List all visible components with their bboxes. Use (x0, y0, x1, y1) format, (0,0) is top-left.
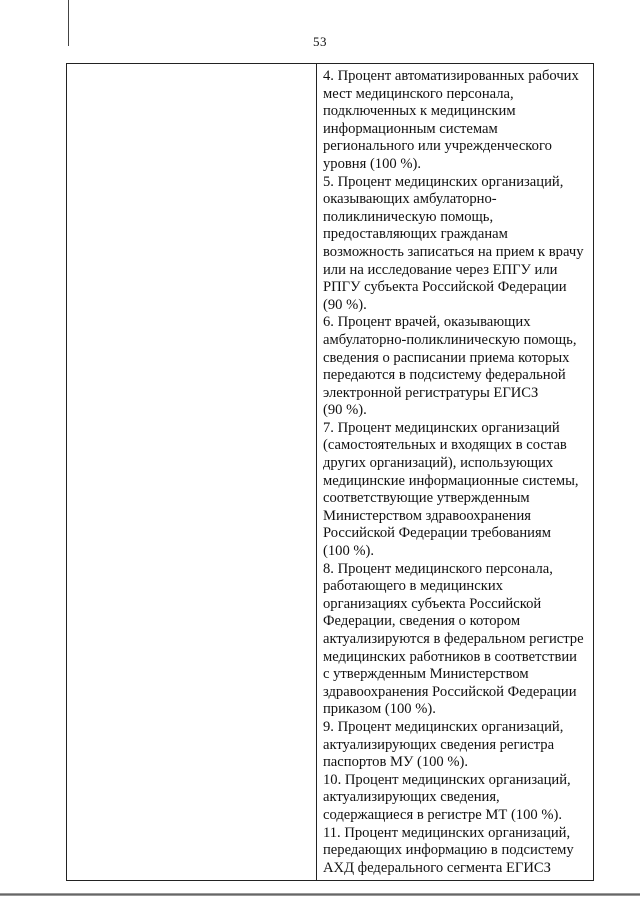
table-cell-right (317, 64, 593, 880)
text-line: (90 %). (323, 402, 367, 419)
text-line: возможность записаться на прием к врачу (323, 243, 584, 260)
list-item (323, 561, 589, 719)
list-item (323, 719, 589, 772)
text-line: актуализируются в федеральном регистре (323, 631, 584, 647)
text-line: оказывающих амбулаторно- (323, 191, 497, 208)
list-item (323, 68, 589, 174)
text-line: регионального или учрежденческого (323, 138, 552, 155)
text-line: медицинские информационные системы, (323, 472, 579, 489)
text-line: 11. Процент медицинских организаций, (323, 824, 571, 841)
text-line: Министерством здравоохранения (323, 507, 531, 524)
document-table (66, 63, 594, 881)
text-line: здравоохранения Российской Федерации (323, 683, 577, 700)
text-line: передаются в подсистему федеральной (323, 367, 566, 384)
text-line: работающего в медицинских (323, 578, 503, 595)
list-item (323, 825, 589, 878)
text-line: актуализирующих сведения, (323, 789, 500, 806)
text-line: соответствующие утвержденным (323, 490, 530, 507)
text-line: или на исследование через ЕПГУ или (323, 261, 558, 278)
text-line: (90 %). (323, 296, 367, 313)
text-line: 6. Процент врачей, оказывающих (323, 314, 531, 331)
text-line: информационным системам (323, 120, 498, 137)
text-line: актуализирующих сведения регистра (323, 736, 555, 753)
text-line: РПГУ субъекта Российской Федерации (323, 279, 567, 296)
text-line: с утвержденным Министерством (323, 666, 529, 683)
text-line: мест медицинского персонала, (323, 85, 514, 102)
text-line: АХД федерального сегмента ЕГИСЗ (323, 859, 551, 876)
text-line: Российской Федерации требованиям (323, 525, 551, 542)
text-line: уровня (100 %). (323, 155, 422, 172)
text-line: содержащиеся в регистре МТ (100 %). (323, 806, 563, 823)
text-line: организациях субъекта Российской (323, 595, 542, 612)
scan-edge-bottom (0, 893, 640, 896)
list-item (323, 772, 589, 825)
text-line: Федерации, сведения о котором (323, 613, 521, 630)
text-line: других организаций), использующих (323, 455, 554, 472)
text-line: 9. Процент медицинских организаций, (323, 718, 564, 735)
text-line: предоставляющих гражданам (323, 226, 508, 243)
table-cell-left (67, 64, 317, 880)
list-item (323, 420, 589, 561)
text-line: амбулаторно-поликлиническую помощь, (323, 331, 577, 348)
text-line: электронной регистратуры ЕГИСЗ (323, 384, 539, 401)
text-line: медицинских работников в соответствии (323, 648, 577, 665)
list-item (323, 314, 589, 420)
list-item (323, 174, 589, 315)
text-line: приказом (100 %). (323, 701, 436, 718)
text-line: 7. Процент медицинских организаций (323, 419, 560, 436)
text-line: 8. Процент медицинского персонала, (323, 560, 553, 577)
text-line: сведения о расписании приема которых (323, 349, 570, 366)
text-line: 4. Процент автоматизированных рабочих (323, 68, 579, 84)
text-line: (самостоятельных и входящих в состав (323, 437, 567, 454)
text-line: передающих информацию в подсистему (323, 842, 574, 859)
text-line: подключенных к медицинским (323, 103, 516, 120)
text-line: паспортов МУ (100 %). (323, 754, 469, 771)
text-line: поликлиническую помощь, (323, 208, 494, 225)
text-line: 5. Процент медицинских организаций, (323, 173, 564, 190)
text-line: 10. Процент медицинских организаций, (323, 771, 571, 788)
page-number: 53 (313, 34, 327, 49)
text-line: (100 %). (323, 543, 375, 560)
